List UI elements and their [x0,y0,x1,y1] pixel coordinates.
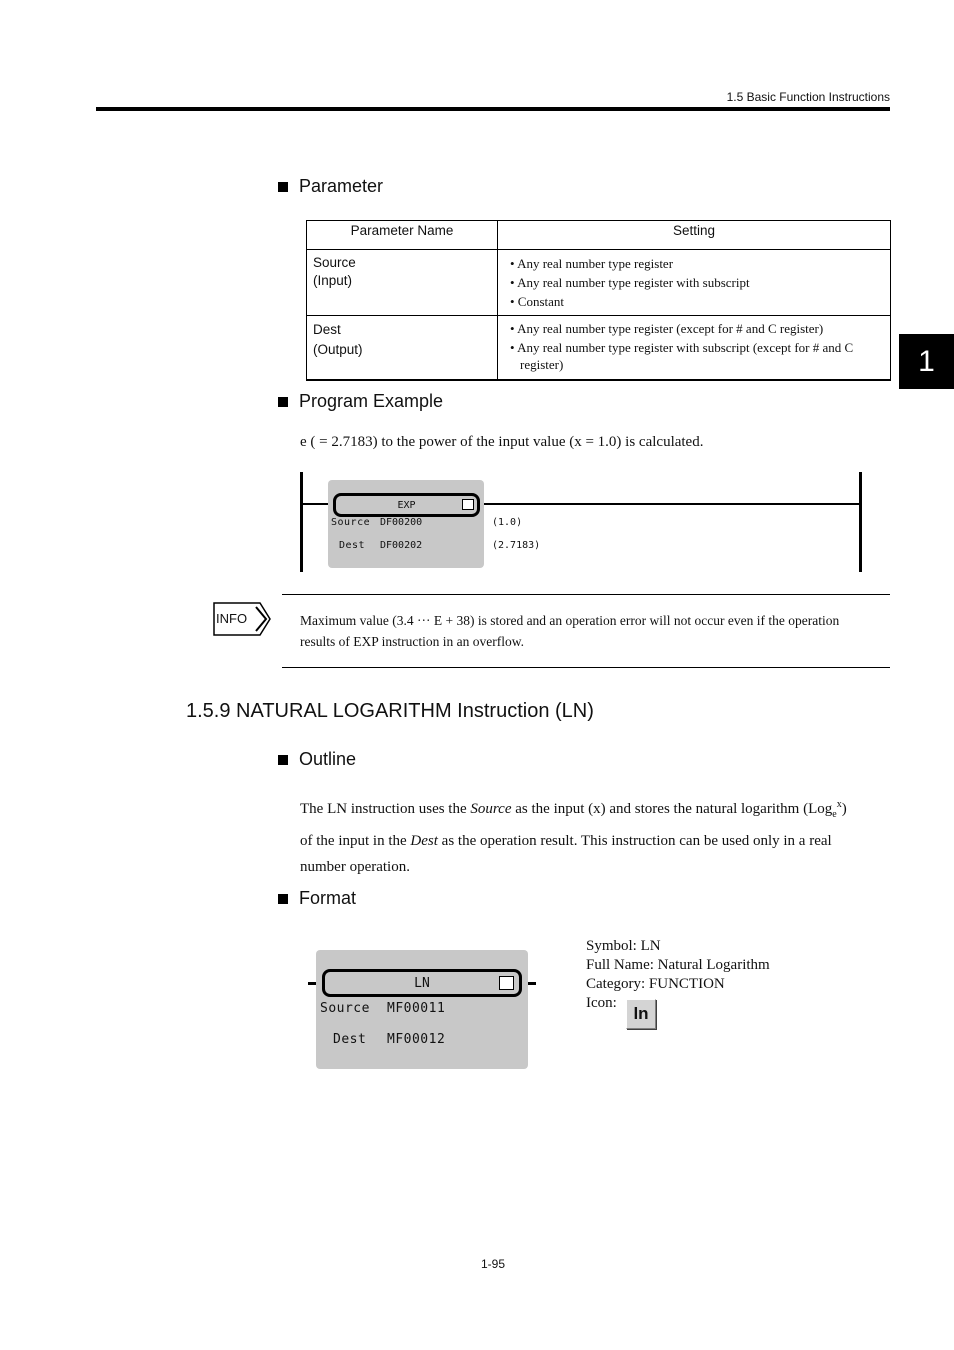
category-text: Category: FUNCTION [586,976,725,992]
dest-label: Dest [333,1032,367,1047]
square-bullet-icon [278,894,288,904]
source-register: MF00011 [387,1001,446,1016]
function-icon [499,976,514,990]
square-bullet-icon [278,182,288,192]
param-name-cell: Dest (Output) [307,316,498,381]
dest-register: MF00012 [387,1032,446,1047]
param-setting-cell: • Any real number type register (except for # and C register) • Any real number type register with subscript (except for # and C register) [498,316,891,381]
square-bullet-icon [278,397,288,407]
program-example-text: e ( = 2.7183) to the power of the input value (x = 1.0) is calculated. [300,434,704,450]
table-row [307,250,891,316]
program-example-heading: Program Example [278,391,443,412]
dest-value: (2.7183) [492,540,541,551]
right-power-rail [859,472,862,572]
param-setting-cell: • Any real number type register • Any real number type register with subscript • Constant [498,250,891,316]
symbol-text: Symbol: LN [586,938,661,954]
source-label: Source [331,517,371,528]
parameter-table [306,220,891,381]
source-register: DF00200 [380,517,423,528]
ln-toolbar-icon[interactable]: ln [626,999,656,1029]
outline-paragraph: The LN instruction uses the Source as the input (x) and stores the natural logarithm (Log$_e^x$) of the input in the Dest as the operation result. This instruction can be used only in a real number operation. [300,799,847,875]
section-title: 1.5.9 NATURAL LOGARITHM Instruction (LN) [186,700,594,722]
function-icon [462,499,474,510]
column-header: Parameter Name [307,221,498,250]
format-heading: Format [278,888,356,909]
table-row [307,316,891,381]
parameter-heading: Parameter [278,176,383,197]
info-top-rule [282,594,890,595]
info-badge-label: INFO [216,611,248,626]
source-value: (1.0) [492,517,523,528]
left-power-rail [300,472,303,572]
format-info [586,937,770,1013]
source-label: Source [320,1001,370,1016]
info-bottom-rule [282,667,890,668]
column-header: Setting [498,221,891,250]
param-name-cell: Source (Input) [307,250,498,316]
dest-register: DF00202 [380,540,423,551]
ln-block-title: LN [322,969,522,997]
dest-label: Dest [339,540,366,551]
full-name-text: Full Name: Natural Logarithm [586,957,770,973]
running-header: 1.5 Basic Function Instructions [726,90,890,104]
chapter-tab: 1 [899,334,954,389]
square-bullet-icon [278,755,288,765]
page-number: 1-95 [481,1257,506,1271]
table-header-row [307,221,891,250]
header-rule [96,107,890,111]
outline-heading: Outline [278,749,356,770]
info-text: Maximum value (3.4 ··· E + 38) is stored and an operation error will not occur even if the operation results of EXP instruction in an overflow. [300,613,840,649]
icon-label: Icon: [586,995,617,1011]
exp-block-title: EXP [333,493,480,517]
